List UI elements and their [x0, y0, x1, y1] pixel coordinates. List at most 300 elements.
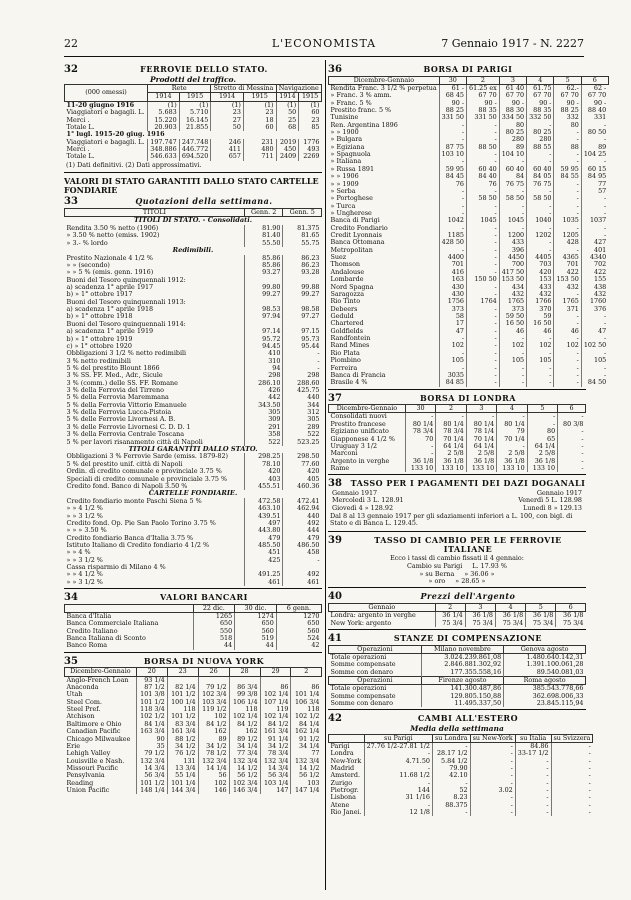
row-label: Banco Roma — [66, 641, 108, 650]
row-label: Merci . — [66, 145, 90, 153]
category-label: TITOLI GARANTITI DALLO STATO. — [128, 444, 258, 453]
cell-value: 560 — [276, 628, 321, 635]
cell-value: 34 1/2 — [260, 743, 291, 750]
security-name: 5 % per lavori risanamento città di Napoli — [66, 437, 203, 446]
cell-value: - — [554, 151, 581, 158]
row-label: Saragozza — [330, 289, 365, 298]
cell-value: - — [439, 247, 466, 254]
fx-rows — [329, 742, 593, 816]
cell-value: 36 1/8 — [466, 458, 496, 465]
cell-value: 376 — [581, 306, 608, 313]
cell-value: 34 1/2 — [198, 743, 229, 750]
cell-value: - — [515, 780, 551, 787]
ny-rows — [65, 676, 322, 794]
cell-value: 11.495.337,50 — [421, 700, 503, 707]
cell-value: - — [467, 122, 500, 129]
quote-value: 461 — [244, 579, 283, 586]
cell-value: 84.86 — [515, 742, 551, 750]
cell-value: 16.145 — [179, 117, 211, 124]
cell-value: 60 40 — [467, 166, 500, 173]
table-row — [65, 153, 322, 160]
security-name: Ordin. di credito comunale e provinciale 3.75 % — [66, 467, 222, 476]
cell-value: - — [439, 210, 466, 217]
cell-value: 432 — [527, 291, 554, 298]
quote-value: 312 — [283, 409, 322, 416]
row-label: Londra: argento in verghe — [330, 611, 416, 620]
left-head: Gennaio 1917 — [332, 488, 378, 497]
quote-value: 439.51 — [244, 513, 283, 520]
security-name: 3 % (comm.) delle SS. FF. Romane — [66, 378, 178, 387]
cell-value: 80 — [527, 428, 557, 435]
cell-value: 102 1/4 — [260, 691, 291, 698]
cell-value: 47 — [581, 328, 608, 335]
cell-value: 46 — [554, 328, 581, 335]
cell-value: - — [527, 372, 554, 379]
quote-value: 95.72 — [244, 336, 283, 343]
quote-value: 426 — [244, 387, 283, 394]
security-name: a) scadenza 1° aprile 1918 — [66, 305, 154, 314]
table-row — [329, 802, 593, 809]
cell-value: 13 3/4 — [167, 765, 198, 772]
row-label: Chicago Milwaukee — [66, 734, 131, 743]
cell-value: 101 1/2 — [167, 713, 198, 720]
cell-value: 422 — [554, 269, 581, 276]
cell-value: 247.748 — [179, 139, 211, 146]
quote-value: 98.58 — [283, 306, 322, 313]
table-row — [329, 700, 586, 707]
row-label: Totale operazioni — [330, 652, 387, 661]
column-header: Dicembre-Gennaio — [65, 668, 137, 676]
column-header: 3 — [466, 405, 496, 413]
cell-value: 34 1/2 — [167, 743, 198, 750]
table-row — [65, 549, 322, 556]
cell-value: 88 55 — [527, 144, 554, 151]
cell-value: - — [581, 350, 608, 357]
cell-value: - — [364, 750, 432, 757]
row-label: Zurigo — [330, 778, 353, 787]
cell-value: - — [554, 320, 581, 327]
cell-value: - — [558, 443, 586, 450]
quote-value: 403 — [244, 476, 283, 483]
row-label: Somme compensate — [330, 660, 396, 669]
cell-value: 88 35 — [527, 107, 554, 114]
cell-value: 58 50 — [527, 195, 554, 202]
cell-value: - — [558, 458, 586, 465]
quote-value: 99.27 — [244, 291, 283, 298]
quote-value: 85.86 — [244, 255, 283, 262]
quote-value: 305 — [244, 409, 283, 416]
exchange-label: » su Berna — [419, 569, 455, 578]
cell-value: 105 — [439, 357, 466, 364]
cell-value: - — [554, 210, 581, 217]
cell-value: - — [439, 122, 466, 129]
cell-value: 56 3/4 — [260, 772, 291, 779]
cell-value: 348.886 — [148, 146, 180, 153]
cell-value: - — [467, 328, 500, 335]
security-name: 3 % delle Ferrovie Livornesi C. D. D. 1 — [66, 422, 191, 431]
column-header: 4 — [497, 405, 527, 413]
cell-value: 1185 — [439, 232, 466, 239]
quote-value: 97.27 — [283, 313, 322, 320]
section-subtitle: Media della settimana — [410, 723, 504, 733]
cell-value: 103 10 — [439, 151, 466, 158]
cell-value: 89 1/2 — [229, 736, 260, 743]
note-mark: (1) — [179, 101, 211, 109]
cell-value: - — [467, 365, 500, 372]
row-label: Utah — [66, 690, 83, 699]
row-label: » Russa 1891 — [330, 164, 375, 173]
cell-value: 144 3/4 — [167, 787, 198, 794]
cell-value: 5.683 — [148, 109, 180, 116]
section-32-ferrovie — [64, 64, 322, 173]
cell-value: 90 - — [439, 100, 466, 107]
note-mark: (1) — [211, 101, 244, 109]
column-header: su Italia — [515, 734, 551, 742]
cell-value: 76 1/2 — [167, 750, 198, 757]
quote-value: 55.50 — [244, 240, 283, 247]
cell-value: 21.855 — [179, 124, 211, 131]
cell-value: 87 75 — [439, 144, 466, 151]
col-group: Rete — [148, 85, 211, 93]
security-name: 3 % della Ferrovia Centrale Toscana — [66, 430, 185, 439]
cell-value: 3.02 — [470, 787, 515, 794]
cell-value: - — [554, 372, 581, 379]
cell-value: 88 25 — [554, 107, 581, 114]
cell-value: - — [499, 379, 526, 386]
column-header: Firenze agosto — [421, 676, 503, 684]
cell-value: 78 3/4 — [405, 428, 435, 435]
cell-value: 105 — [527, 357, 554, 364]
security-name: 5 % della Ferrovia Maremmana — [66, 393, 169, 402]
date-header: 30 dic. — [235, 604, 277, 612]
cell-value: 102 — [198, 780, 229, 787]
cell-value: - — [499, 203, 526, 210]
cell-value: 560 — [235, 628, 277, 635]
table-row — [65, 505, 322, 512]
cell-value: 101 1/4 — [167, 780, 198, 787]
note-mark: (1) — [243, 101, 276, 109]
cell-value: 93 1/4 — [136, 676, 167, 684]
row-label: Andalouse — [330, 267, 365, 276]
cell-value: 2.846.881.302,92 — [421, 661, 503, 668]
quote-value: 286.10 — [244, 380, 283, 387]
cell-value: 1205 — [554, 232, 581, 239]
cell-value: 91 1/4 — [260, 736, 291, 743]
table-row — [329, 465, 586, 472]
cell-value: - — [439, 365, 466, 372]
cell-value: 430 — [439, 284, 466, 291]
cell-value: 76 — [439, 181, 466, 188]
cell-value: 2 5/8 — [527, 450, 557, 457]
cell-value: 1765 — [499, 298, 526, 305]
security-name: Credito fond. Banco di Napoli 3.50 % — [66, 481, 188, 490]
cell-value: - — [467, 158, 500, 165]
quote-value: 97.15 — [283, 328, 322, 335]
cell-value: 132 3/4 — [260, 758, 291, 765]
cell-value: 331 50 — [467, 114, 500, 121]
quote-value: 440 — [283, 394, 322, 401]
cell-value: 101 1/4 — [291, 691, 322, 698]
ny-table — [64, 667, 322, 794]
cell-value: 58 50 — [499, 195, 526, 202]
section-title: Quotazioni della settimana. — [135, 196, 273, 207]
cell-value: 433 — [499, 239, 526, 246]
table-row — [329, 122, 609, 129]
cell-value: 88 — [554, 144, 581, 151]
row-label: » » 1900 — [330, 128, 359, 137]
cell-value: 84 55 — [554, 173, 581, 180]
cell-value: - — [515, 787, 551, 794]
cell-value: 162 — [229, 728, 260, 735]
column-header: 2 — [435, 603, 465, 611]
cell-value: 86 3/4 — [229, 684, 260, 691]
cell-value: 84 1/4 — [136, 721, 167, 728]
cell-value: 103 1/4 — [260, 780, 291, 787]
col-group: Stretto di Messina — [211, 85, 276, 93]
exchange-intro: Ecco i tassi di cambio fissati il 4 gennaio: — [390, 554, 524, 562]
cell-value: 432 — [581, 291, 608, 298]
cell-value: - — [439, 350, 466, 357]
row-label: Somme con denaro — [330, 699, 393, 708]
security-name: Credito fondiario Banca d'Italia 3.75 % — [66, 533, 194, 542]
cell-value: - — [558, 413, 586, 421]
security-name: b) » 1° ottobre 1918 — [66, 312, 133, 321]
column-header: su Londra — [432, 734, 470, 742]
cell-value: 61.25 ex — [467, 84, 500, 92]
row-label: Pensylvania — [66, 771, 105, 780]
cell-value: 80 25 — [527, 129, 554, 136]
cell-value: 432 — [499, 291, 526, 298]
cell-value: - — [554, 195, 581, 202]
cell-value: 46 — [499, 328, 526, 335]
cell-value: 3.024.239.861,08 — [421, 653, 503, 661]
row-label: » Egiziana — [330, 142, 365, 151]
cell-value: 133 10 — [436, 465, 466, 472]
cell-value: 132 3/4 — [136, 758, 167, 765]
row-label: » Italiana — [330, 157, 362, 166]
period-label: 11-20 giugno 1916 — [66, 100, 135, 109]
cell-value: - — [467, 350, 500, 357]
cell-value: 23 — [299, 117, 322, 124]
cell-value: 102 1/4 — [229, 713, 260, 720]
cell-value: 100 1/4 — [167, 699, 198, 706]
section-heading: VALORI DI STATO GARANTITI DALLO STATO CARTELLE FONDIARIE — [64, 176, 319, 196]
table-row — [329, 129, 609, 136]
quote-value: 485.50 — [244, 542, 283, 549]
cell-value: 67 70 — [581, 92, 608, 99]
row-label: » Serba — [330, 186, 356, 195]
quote-value: 298.25 — [244, 453, 283, 460]
cell-value: - — [581, 313, 608, 320]
cell-value: 75 3/4 — [435, 620, 465, 627]
cell-value: - — [499, 225, 526, 232]
cell-value: 14 3/4 — [136, 765, 167, 772]
column-header: Dicembre-Gennaio — [329, 405, 406, 413]
cell-value: 118 — [167, 706, 198, 713]
quote-value: 298 — [244, 372, 283, 379]
security-name: Rendita 3.50 % netto (1906) — [66, 223, 159, 232]
cell-value: 102 3/4 — [229, 780, 260, 787]
cell-value: 84 45 — [439, 173, 466, 180]
row-label: Prestito franc. 5 % — [330, 105, 392, 114]
cell-value: - — [467, 203, 500, 210]
column-header: su Svizzera — [551, 734, 593, 742]
cell-value: 84 50 — [581, 379, 608, 386]
row-label: Banca d'Italia — [66, 612, 112, 621]
cell-value: 702 — [581, 261, 608, 268]
cell-value: 144 — [364, 787, 432, 794]
quote-value: 291 — [244, 424, 283, 431]
year-header: 1915 — [179, 93, 211, 101]
cell-value: 163 — [439, 276, 466, 283]
cell-value: 16 50 — [499, 320, 526, 327]
quotes-table — [64, 208, 322, 586]
cell-value: 86 — [291, 684, 322, 691]
cell-value: 102 — [554, 342, 581, 349]
cell-value: 102 — [198, 713, 229, 720]
bank-rows — [65, 613, 322, 650]
rate-right-1: Venerdì 5 L. 128.98 — [518, 496, 582, 505]
cell-value: - — [467, 342, 500, 349]
table-row — [329, 173, 609, 180]
quote-value: 458 — [283, 549, 322, 556]
cell-value: 60 — [243, 124, 276, 131]
cell-value: 493 — [299, 146, 322, 153]
cell-value: 1766 — [527, 298, 554, 305]
section-number: 34 — [64, 592, 78, 604]
cell-value: - — [554, 291, 581, 298]
quote-value: 492 — [283, 571, 322, 578]
row-label: Giapponese 4 1/2 % — [330, 434, 395, 443]
cell-value: 1040 — [527, 217, 554, 224]
cell-value: - — [467, 261, 500, 268]
cell-value: - — [364, 780, 432, 787]
cell-value: 280 — [499, 136, 526, 143]
cell-value: 58 50 — [467, 195, 500, 202]
paris-table — [328, 76, 609, 387]
row-label: Goldfields — [330, 326, 364, 335]
section-title: TASSO DI CAMBIO PER LE FERROVIE ITALIANE — [374, 534, 562, 554]
cell-value: 334 50 — [499, 114, 526, 121]
cell-value: 27 — [211, 117, 244, 124]
exchange-value: » 36.06 » — [464, 569, 495, 578]
cell-value: 59 50 — [499, 313, 526, 320]
cell-value: 80 1/4 — [405, 421, 435, 428]
row-label: Lisbona — [330, 793, 356, 802]
cell-value: - — [470, 802, 515, 809]
cell-value: - — [551, 780, 593, 787]
row-label: Reading — [66, 778, 94, 787]
cell-value: 56 1/2 — [229, 772, 260, 779]
column-header: 26 — [198, 668, 229, 676]
cell-value: 1045 — [467, 217, 500, 224]
cell-value: - — [527, 122, 554, 129]
row-label: Steel Pref. — [66, 705, 101, 714]
row-label: » Franc. 3 % amm. — [330, 91, 392, 100]
cell-value: - — [554, 350, 581, 357]
cell-value: 79 — [497, 428, 527, 435]
cell-value: - — [554, 313, 581, 320]
cell-value: 401 — [581, 247, 608, 254]
quote-value: 99.88 — [283, 284, 322, 291]
quote-value: 94.45 — [244, 343, 283, 350]
cell-value: 56 3/4 — [136, 772, 167, 779]
table-row — [329, 809, 593, 816]
row-label: » Spagnuola — [330, 150, 371, 159]
cell-value: 427 — [581, 239, 608, 246]
cell-value: 480 — [243, 146, 276, 153]
cell-value: 650 — [235, 620, 277, 627]
security-name: » » 3 1/2 % — [66, 577, 103, 586]
row-label: New York: argento — [330, 618, 392, 627]
row-label: Ferreira — [330, 363, 358, 372]
cell-value: 82 1/4 — [167, 684, 198, 691]
cell-value: - — [551, 802, 593, 809]
cell-value: 67 70 — [499, 92, 526, 99]
cell-value: 104 25 — [581, 151, 608, 158]
column-header: 30 — [439, 76, 466, 84]
cell-value: 101 1/2 — [167, 691, 198, 698]
page-number: 22 — [64, 37, 78, 50]
cell-value: 75 3/4 — [495, 620, 525, 627]
table-row — [329, 328, 609, 335]
cell-value: 80 50 — [581, 129, 608, 136]
cell-value: - — [499, 158, 526, 165]
cell-value: 420 — [527, 269, 554, 276]
security-name: Buoni del Tesoro quinquennali 1912: — [66, 275, 186, 284]
quote-value: 425.75 — [283, 387, 322, 394]
cell-value: 417 50 — [499, 269, 526, 276]
cell-value: 36 1/8 — [526, 612, 556, 620]
silver-table — [328, 603, 586, 627]
cell-value: 79 1/2 — [136, 750, 167, 757]
column-header: 4 — [495, 603, 525, 611]
row-label: Egiziano unificato — [330, 427, 389, 436]
cell-value: 52 — [432, 787, 470, 794]
ny-header — [65, 668, 322, 676]
cell-value: - — [497, 413, 527, 421]
cell-value: 162 1/4 — [291, 728, 322, 735]
security-name: Obbligazioni 3 1/2 % netto redimibili — [66, 349, 187, 358]
cell-value: 14 3/4 — [260, 765, 291, 772]
cell-value: 694.520 — [179, 153, 211, 160]
table-row — [329, 284, 609, 291]
cell-value: 231 — [243, 139, 276, 146]
row-label: Atene — [330, 800, 350, 809]
year-header: 1915 — [243, 93, 276, 101]
cell-value: - — [554, 365, 581, 372]
security-name: b) » 1° ottobre 1917 — [66, 290, 133, 299]
cell-value: 118 3/4 — [136, 706, 167, 713]
cell-value: 80 1/4 — [436, 421, 466, 428]
row-label: Rame — [330, 463, 350, 472]
cell-value: 36 1/4 — [435, 612, 465, 620]
category-label: CARTELLE FONDIARIE. — [148, 489, 238, 498]
cell-value: - — [581, 203, 608, 210]
quote-value: 343.50 — [244, 402, 283, 409]
cell-value: 58 — [439, 313, 466, 320]
cell-value: - — [439, 335, 466, 342]
cell-value: - — [467, 306, 500, 313]
cell-value: 1274 — [235, 613, 277, 621]
cell-value: 438 — [581, 284, 608, 291]
cell-value: - — [432, 742, 470, 750]
cell-value: 102 1/4 — [260, 713, 291, 720]
security-name: » » 3 1/2 % — [66, 555, 103, 564]
cell-value: 12 1/8 — [364, 809, 432, 816]
row-label: Thomson — [330, 260, 361, 269]
section-36-parigi — [328, 64, 607, 390]
